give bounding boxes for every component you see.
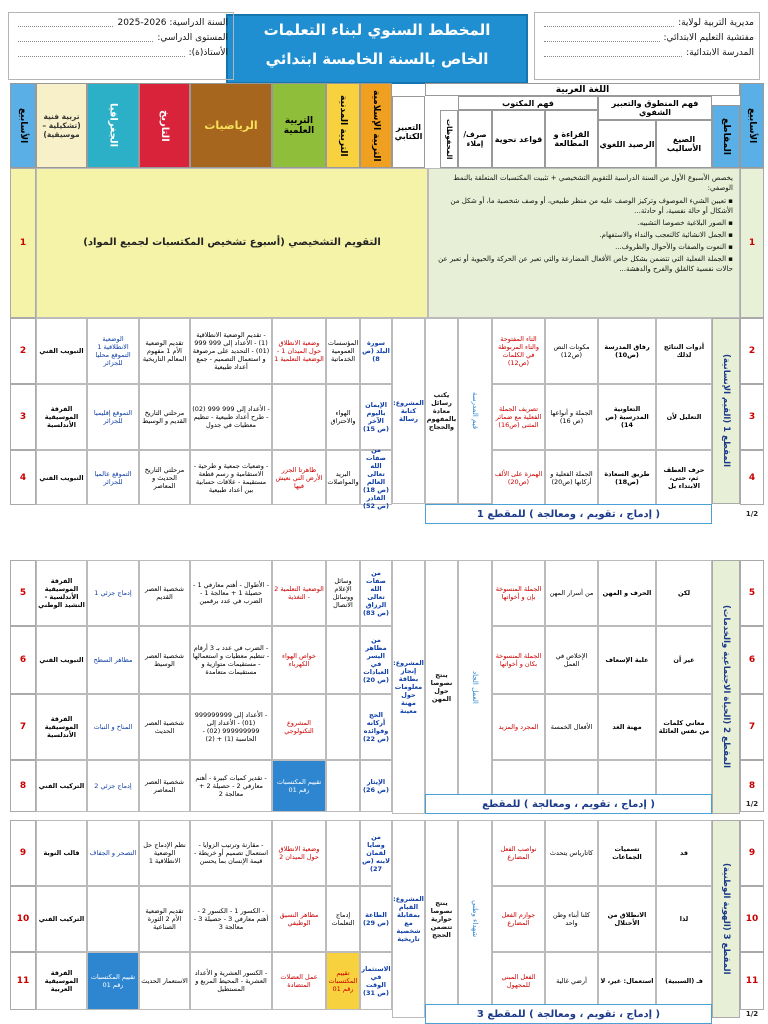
writing-goal: ينتج نصوصا حوارية تتضمن الحجج <box>425 820 458 1018</box>
week-number: 1 <box>740 168 764 318</box>
half-week: 1/2 <box>745 1010 759 1018</box>
week-number: 9 <box>740 820 764 886</box>
cell-civ <box>326 760 360 812</box>
cell-sci <box>272 384 326 450</box>
cell-art: الفرقة الموسيقية الأندلسية <box>36 694 87 760</box>
week-number: 3 <box>740 384 764 450</box>
writing-header: التعبير الكتابي <box>392 96 425 168</box>
vocab-header: الرصيد اللغوي <box>598 120 656 168</box>
science-header: التربية العلمية <box>272 83 326 168</box>
civic-header: التربية المدنية <box>326 83 360 168</box>
cell-vocab: التعاونية المدرسية (ص 14) <box>598 384 656 450</box>
cell-geo: التصحر و الجفاف <box>87 820 139 886</box>
cell-sci: الوضعية التعلمية 2 - التغذية <box>272 560 326 626</box>
diag-item: ▪ الجملة الفعلية التي تتضمن بشكل خاص الأفعال المضارعة والتي تعبر عن الحركة والحيوية أو تعبر عن حالات نفسية كالقلق والفرح والدهشة... <box>438 255 733 273</box>
week-number: 6 <box>740 626 764 694</box>
diag-item: ▪ الجمل الانشائية كالتعجب والنداء والاستفهام. <box>599 231 733 239</box>
cell-hist: شخصية العصر الحديث <box>139 694 190 760</box>
cell-civ: تقييم المكتسبات رقم 01 <box>326 952 360 1010</box>
cell-gram: تصريف الجملة الفعلية مع ضمائر المثنى (ص16) <box>492 384 545 450</box>
cell-math: - الأعداد إلى 999999999 (01) - الأعداد إلى 999999999 (02) - الحاسبة (1) + (2) <box>190 694 272 760</box>
cell-vocab: استعمال: غير، لا <box>598 952 656 1010</box>
cell-math: - الأطوال - أهتم معارفي 1 - حصيلة 1 + معالجة 1 - الضرب في عدد برقمين <box>190 560 272 626</box>
cell-gram: المجرد والمزيد <box>492 694 545 760</box>
week-number: 2 <box>740 318 764 384</box>
cell-hist: مرحلتي التاريخ القديم و الوسيط <box>139 384 190 450</box>
diag-item: ▪ تعيين الشيء الموصوف وتركيز الوصف عليه من منظر طبيعي، أو وصف شخصية ما، أو شكل من الأشكال أو حالة نفسية، أو حادثة... <box>450 197 733 215</box>
chunk-label: المقطع 3 (الهوية الوطنية) <box>712 820 740 1018</box>
cell-isl: الإيثار (ص 26) <box>360 760 392 812</box>
cell-civ: الهواء والاحتراق <box>326 384 360 450</box>
week-number-left: 7 <box>10 694 36 760</box>
cell-sci: خواص الهواء الكهرباء <box>272 626 326 694</box>
cell-forms: أدوات النتائج لذلك <box>656 318 712 384</box>
cell-geo: التموقع عالميا للجزائر <box>87 450 139 505</box>
cell-gram: الجملة المنسوخة بإن و أخواتها <box>492 560 545 626</box>
cell-gram: جوازم الفعل المضارع <box>492 886 545 952</box>
cell-civ: إدماج التعلمات <box>326 886 360 952</box>
cell-vocab: رفاق المدرسة (ص10) <box>598 318 656 384</box>
cell-hist: نظم الإدماج حل الوضعية الانطلاقية 1 <box>139 820 190 886</box>
col-week-header-left: الأسابيع <box>10 83 36 168</box>
cell-sci: تقييم المكتسبات رقم 01 <box>272 760 326 812</box>
chunk-label: المقطع 1 (القيم الإنسانية) <box>712 318 740 504</box>
cell-sci: وضعية الانطلاق حول الميدان 1 - الوضعية التعلمية 1 <box>272 318 326 384</box>
cell-math: - وضعيات جمعية و طرحية - الاستقامية و رسم قطعة مستقيمة - علاقات حسابية بين أعداد طبيعية <box>190 450 272 505</box>
written-header: فهم المكتوب <box>458 96 598 110</box>
reading-header: القراءة و المطالعة <box>545 110 598 168</box>
cell-read: من أسرار المهن <box>545 560 598 626</box>
school-info-box <box>534 12 760 80</box>
week-number: 11 <box>740 952 764 1010</box>
cell-vocab: علبة الإسعاف <box>598 626 656 694</box>
cell-sci: ظاهرتا الجزر الأرض التي نعيش فيها <box>272 450 326 505</box>
writing-project: المشروع: القيام بمقابلة مع شخصية تاريخية <box>392 820 425 1018</box>
cell-vocab: تسميات الجماعات <box>598 820 656 886</box>
cell-hist: تقديم الوضعية الأم 1 مفهوم المعالم التاريخية <box>139 318 190 384</box>
cell-vocab: الحرف و المهن <box>598 560 656 626</box>
cell-geo: الوضعية الانطلاقية 1 التموقع محليا للجزائر <box>87 318 139 384</box>
cell-geo: المناخ و النبات <box>87 694 139 760</box>
cell-math: - الكسور 1 - الكسور 2 - أهتم معارفي 3 - حصيلة 3 - معالجة 3 <box>190 886 272 952</box>
week-number-left: 2 <box>10 318 36 384</box>
cell-read: الجملة الفعلية و أركانها (ص20) <box>545 450 598 505</box>
cell-art: التبويب الفني <box>36 450 87 505</box>
cell-math: - مقارنة وترتيب الزوايا - استعمال تصميم أو خريطة - قيمة الإنسان بما يحسن <box>190 820 272 886</box>
cell-math: - تقديم الوضعية الانطلاقية (1) - الأعداد إلى 999 999 (01) - التحديد على مرصوفة و استعمال التصميم - جمع أعداد طبيعية <box>190 318 272 384</box>
week-number-left: 10 <box>10 886 36 952</box>
math-header: الرياضيات <box>190 83 272 168</box>
week-number-left: 9 <box>10 820 36 886</box>
cell-hist: شخصية العصر القديم <box>139 560 190 626</box>
cell-gram: الجملة المنسوخة بكان و أخواتها <box>492 626 545 694</box>
cell-isl: سورة البلد (ص 8) <box>360 318 392 384</box>
cell-art: التركيب الفني <box>36 886 87 952</box>
cell-vocab: طريق السعادة (ص18) <box>598 450 656 505</box>
cell-isl: الإيمان باليوم الآخر (ص 15) <box>360 384 392 450</box>
title-line-1: المخطط السنوي لبناء التعلمات <box>263 21 491 39</box>
art-header: تربية فنية (تشكيلية – موسيقية) <box>36 83 87 168</box>
col-week-header: الأسابيع <box>740 83 764 168</box>
year-label: السنة الدراسية: 2026-2025 <box>117 17 228 28</box>
chunk-eval-bar: ( إدماج ، تقويم ، ومعالجة ) للمقطع <box>425 794 712 814</box>
cell-forms: معاني كلمات من نفس العائلة <box>656 694 712 760</box>
cell-hist: الاستعمار الحديث <box>139 952 190 1010</box>
cell-civ <box>326 694 360 760</box>
cell-math: - الضرب في عدد بـ 3 أرقام - تنظيم معطيات و استعمالها - مستقيمات متوازية و مستقيمات متعامدة <box>190 626 272 694</box>
week-number-left: 1 <box>10 168 36 318</box>
cell-art: الفرقة الموسيقية الأندلسية - النشيد الوطني <box>36 560 87 626</box>
week-number: 7 <box>740 694 764 760</box>
week-number-left: 6 <box>10 626 36 694</box>
cell-geo: مظاهر السطح <box>87 626 139 694</box>
cell-art: الفرقة الموسيقية الأندلسية <box>36 384 87 450</box>
history-header: التاريخ <box>139 83 190 168</box>
cell-hist: شخصية العصر الوسيط <box>139 626 190 694</box>
cell-read: الإخلاص في العمل <box>545 626 598 694</box>
week-number-left: 11 <box>10 952 36 1010</box>
week-number: 10 <box>740 886 764 952</box>
week-number-left: 3 <box>10 384 36 450</box>
cell-civ <box>326 626 360 694</box>
cell-read: الأفعال الخمسة <box>545 694 598 760</box>
chunk-eval-bar: ( إدماج ، تقويم ، ومعالجة ) للمقطع 3 <box>425 1004 712 1024</box>
inspectorate-label: مفتشية التعليم الابتدائي: <box>663 32 754 43</box>
cell-civ: وسائل الإعلام ووسائل الاتصال <box>326 560 360 626</box>
cell-art: التركيب الفني <box>36 760 87 812</box>
cell-forms: لكن <box>656 560 712 626</box>
islamic-header: التربية الإسلامية <box>360 83 392 168</box>
ortho-item: شهداء وطني <box>458 820 492 1018</box>
cell-gram: الهمزة على الألف (ص20) <box>492 450 545 505</box>
ortho-item: العمل الجاد <box>458 560 492 814</box>
arabic-header: اللغة العربية <box>425 83 740 96</box>
cell-art: الفرقة الموسيقية العربية <box>36 952 87 1010</box>
header <box>0 8 768 83</box>
cell-read: مكونات النص (ص12) <box>545 318 598 384</box>
cell-geo: التموقع إقليميا للجزائر <box>87 384 139 450</box>
cell-hist: مرحلتي التاريخ الحديث و المعاصر <box>139 450 190 505</box>
cell-isl: من وصايا لقمان لابنه (ص 27) <box>360 820 392 886</box>
cell-isl: من صفات الله تعالى العالم (ص 18) القادر (ص 52) <box>360 450 392 505</box>
cell-art: التبويب الفني <box>36 626 87 694</box>
cell-geo: إدماج جزئي 2 <box>87 760 139 812</box>
writing-project: المشروع: كتابة رسالة <box>392 318 425 504</box>
cell-forms: التعليل لأن <box>656 384 712 450</box>
cell-hist: شخصية العصر المعاصر <box>139 760 190 812</box>
school-label: المدرسة الابتدائية: <box>686 47 754 58</box>
oral-header: فهم المنطوق والتعبير الشفوي <box>598 96 712 120</box>
half-week: 1/2 <box>745 800 759 808</box>
week-number-left: 8 <box>10 760 36 812</box>
cell-read: كلنا أبناء وطن واحد <box>545 886 598 952</box>
cell-forms: لذا <box>656 886 712 952</box>
cell-civ: البريد والمواصلات <box>326 450 360 505</box>
diag-item: ▪ الصور البلاغية خصوصا التشبيه. <box>637 219 733 227</box>
cell-sci: المشروع التكنولوجي <box>272 694 326 760</box>
forms-header: الصيغ الأساليب <box>656 120 712 168</box>
level-label: المستوى الدراسي: <box>157 32 228 43</box>
cell-isl: الاستثمار في الوقت (ص 31) <box>360 952 392 1010</box>
cell-math: - تقدير كميات كبيرة - أهتم معارفي 2 - حصيلة 2 + معالجة 2 <box>190 760 272 812</box>
chunk-eval-bar: ( إدماج ، تقويم ، ومعالجة ) للمقطع 1 <box>425 504 712 524</box>
cell-math: - الكسور العشرية و الأعداد العشرية - المحيط المربع و المستطيل <box>190 952 272 1010</box>
cell-art: قالب النوبة <box>36 820 87 886</box>
directorate-label: مديرية التربية لولاية: <box>678 17 754 28</box>
week-number: 4 <box>740 450 764 505</box>
cell-vocab: الانطلاق من الأحتلال <box>598 886 656 952</box>
grammar-header: قواعد نحوية <box>492 110 545 168</box>
cell-read: الجملة و أنواعها (ص 16) <box>545 384 598 450</box>
ortho-item: قيم المدرسة <box>458 318 492 504</box>
cell-forms: غير أن <box>656 626 712 694</box>
cell-hist: تقديم الوضعية الأم 2 الثورة الصناعية <box>139 886 190 952</box>
chunk-label: المقطع 2 (الحياة الاجتماعية والخدمات) <box>712 560 740 814</box>
morph-header: صرف/ إملاء <box>458 110 492 168</box>
cell-read: أرضي غالية <box>545 952 598 1010</box>
cell-gram: الفعل المبني للمجهول <box>492 952 545 1010</box>
page-title <box>226 14 528 84</box>
ortho-header: المحفوظات <box>440 110 458 168</box>
cell-geo <box>87 886 139 952</box>
cell-forms: حرف العطف ثم، حتى، الابتداء بل <box>656 450 712 505</box>
week-number: 8 <box>740 760 764 812</box>
writing-project: المشروع: إنجاز بطاقة معلومات حول مهنة معينة <box>392 560 425 814</box>
title-line-2: الخاص بالسنة الخامسة ابتدائي <box>265 50 489 68</box>
geo-header: الجغرافيا <box>87 83 139 168</box>
cell-forms: قد <box>656 820 712 886</box>
cell-forms: فـ (السببية) <box>656 952 712 1010</box>
cell-read: كاتارياس يتحدث <box>545 820 598 886</box>
diagnostic-main: التقويم التشخيصي (أسبوع تشخيص المكتسبات لجميع المواد) <box>36 168 428 318</box>
week-number-left: 4 <box>10 450 36 505</box>
cell-isl: الحج أركانه وفوائده (ص 22) <box>360 694 392 760</box>
teacher-label: الأستاذ(ة): <box>188 47 228 58</box>
cell-civ <box>326 820 360 886</box>
cell-vocab: مهنة الغد <box>598 694 656 760</box>
cell-geo: تقييم المكتسبات رقم 01 <box>87 952 139 1010</box>
week-number: 5 <box>740 560 764 626</box>
writing-goal: ينتج نصوصا حول المهن <box>425 560 458 814</box>
cell-art: التبويب الفني <box>36 318 87 384</box>
diagnostic-arabic <box>428 168 740 318</box>
cell-isl: من صفات الله تعالى الرزاق (ص 83) <box>360 560 392 626</box>
cell-isl: الطاعة (ص 29) <box>360 886 392 952</box>
diag-item: ▪ النعوت والصفات والأحوال والظروف... <box>615 243 733 251</box>
cell-gram: التاء المفتوحة والتاء المربوطة في الكلمات (ص12) <box>492 318 545 384</box>
cell-sci: وضعية الانطلاق حول الميدان 2 <box>272 820 326 886</box>
cell-geo: إدماج جزئي 1 <box>87 560 139 626</box>
diag-intro: يخصص الأسبوع الأول من السنة الدراسية للتقويم التشخيصي + تثبيت المكتسبات المتعلقة بالنمط الوصفي: <box>453 174 733 192</box>
half-week: 1/2 <box>745 510 759 518</box>
cell-math: - الأعداد إلى 999 999 (02) - طرح أعداد طبيعية - تنظيم معطيات في جدول <box>190 384 272 450</box>
teacher-info-box <box>8 12 234 80</box>
cell-sci: عمل العضلات المتضادة <box>272 952 326 1010</box>
writing-goal: يكتب رسائل معادة بالمفهوم والحجاج <box>425 318 458 504</box>
cell-civ: المؤسسات العمومية الخدماتية <box>326 318 360 384</box>
cell-gram: نواصب الفعل المضارع <box>492 820 545 886</box>
week-number-left: 5 <box>10 560 36 626</box>
col-chunk-header: المقاطع <box>712 105 740 168</box>
cell-sci: مظاهر النسيق الوظيفي <box>272 886 326 952</box>
cell-isl: من مظاهر اليسر في العبادات (ص 20) <box>360 626 392 694</box>
